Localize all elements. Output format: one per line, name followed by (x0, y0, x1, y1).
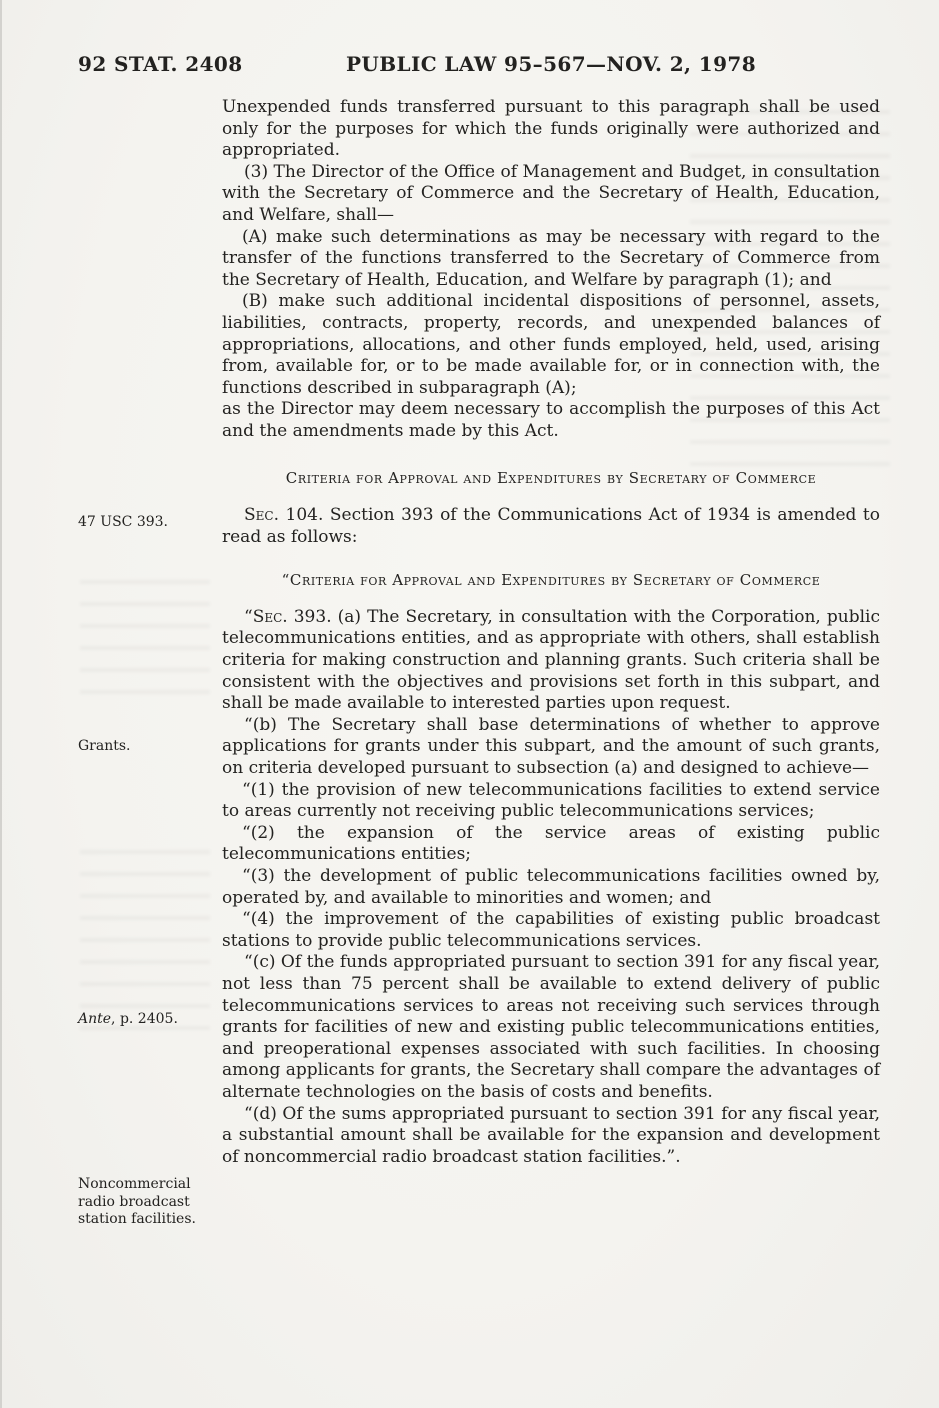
margin-note-usc: 47 USC 393. (78, 514, 168, 530)
section-393a-quote: “ (244, 606, 253, 627)
paragraph-director-closing: as the Director may deem necessary to accomplish the purposes of this Act and the amendments made by this Act. (222, 399, 880, 441)
section-104 (222, 505, 880, 548)
margin-note-ante-italic: Ante (78, 1011, 112, 1027)
margin-note-ante-rest: , p. 2405. (111, 1011, 178, 1027)
section-104-label: Sec. 104. (244, 505, 324, 526)
heading-quoted-text: Criteria for Approval and Expenditures by Secretary of Commerce (289, 571, 821, 590)
opening-quote: “ (281, 571, 290, 590)
section-393a (222, 607, 880, 715)
section-104-text: Section 393 of the Communications Act of 1934 is amended to read as follows: (222, 505, 881, 547)
statute-text-column (222, 97, 880, 1168)
page-header (0, 52, 939, 80)
subsection-b: “(b) The Secretary shall base determinations of whether to approve applications for grants under this subpart, and the amount of such grants, on criteria developed pursuant to subsection (a) and designed to achieve— (222, 714, 880, 779)
subsection-c: “(c) Of the funds appropriated pursuant to section 391 for any fiscal year, not less than 75 percent shall be available to extend delivery of public telecommunications services to areas not receiving such services through grants for facilities of new and existing public telecommunications entities, and preoperational expenses associated with such facilities. In choosing among applicants for grants, the Secretary shall compare the advantages of alternate technologies on the basis of costs and benefits. (222, 952, 880, 1102)
stat-page-number: 92 STAT. 2408 (78, 52, 243, 76)
margin-note-noncommercial: Noncommercial radio broadcast station facilities. (78, 1176, 196, 1227)
paragraph-omb-director: (3) The Director of the Office of Management and Budget, in consultation with the Secretary of Commerce and the Secretary of Health, Education, and Welfare, shall— (222, 161, 880, 225)
clause-4: “(4) the improvement of the capabilities of existing public broadcast stations to provide public telecommunications services. (222, 909, 880, 951)
clause-A: (A) make such determinations as may be necessary with regard to the transfer of the functions transferred to the Secretary of Commerce from the Secretary of Health, Education, and Welfare by paragraph (1); and (222, 226, 880, 290)
clause-B: (B) make such additional incidental dispositions of personnel, assets, liabilities, contracts, property, records, and unexpended balances of appropriations, allocations, and other funds employed, held, used, arising from, available for, or to be made available for, or in connection with, the functions described in subparagraph (A); (222, 291, 880, 398)
scan-edge-artifact (0, 0, 2, 1408)
clause-2: “(2) the expansion of the service areas of existing public telecommunications entities; (222, 822, 880, 865)
bleed-through-artifact (80, 850, 210, 1030)
margin-note-grants: Grants. (78, 738, 131, 754)
paragraph-unexpended-funds: Unexpended funds transferred pursuant to this paragraph shall be used only for the purposes for which the funds originally were authorized and appropriated. (222, 97, 880, 161)
subsection-d: “(d) Of the sums appropriated pursuant to section 391 for any fiscal year, a substantial amount shall be available for the expansion and development of noncommercial radio broadcast station facilities.”. (222, 1103, 880, 1167)
heading-criteria-approval: Criteria for Approval and Expenditures by Secretary of Commerce (285, 468, 817, 487)
margin-note-ante (78, 1011, 210, 1029)
heading-criteria-approval-quoted (222, 548, 880, 607)
law-title: PUBLIC LAW 95–567—NOV. 2, 1978 (345, 52, 757, 76)
bleed-through-artifact (80, 580, 210, 700)
clause-3: “(3) the development of public telecommunications facilities owned by, operated by, and available to minorities and women; and (222, 866, 880, 908)
section-393a-label: Sec. 393. (252, 606, 332, 627)
section-393a-text: (a) The Secretary, in consultation with the Corporation, public telecommunications entities, and as appropriate with others, shall establish criteria for making construction and planning grants. Such criteria shall be consistent with the objectives and provisions set forth in this subpart, and shall be made available to interested parties upon request. (222, 606, 880, 714)
clause-1: “(1) the provision of new telecommunications facilities to extend service to areas currently not receiving public telecommunications services; (222, 779, 880, 822)
